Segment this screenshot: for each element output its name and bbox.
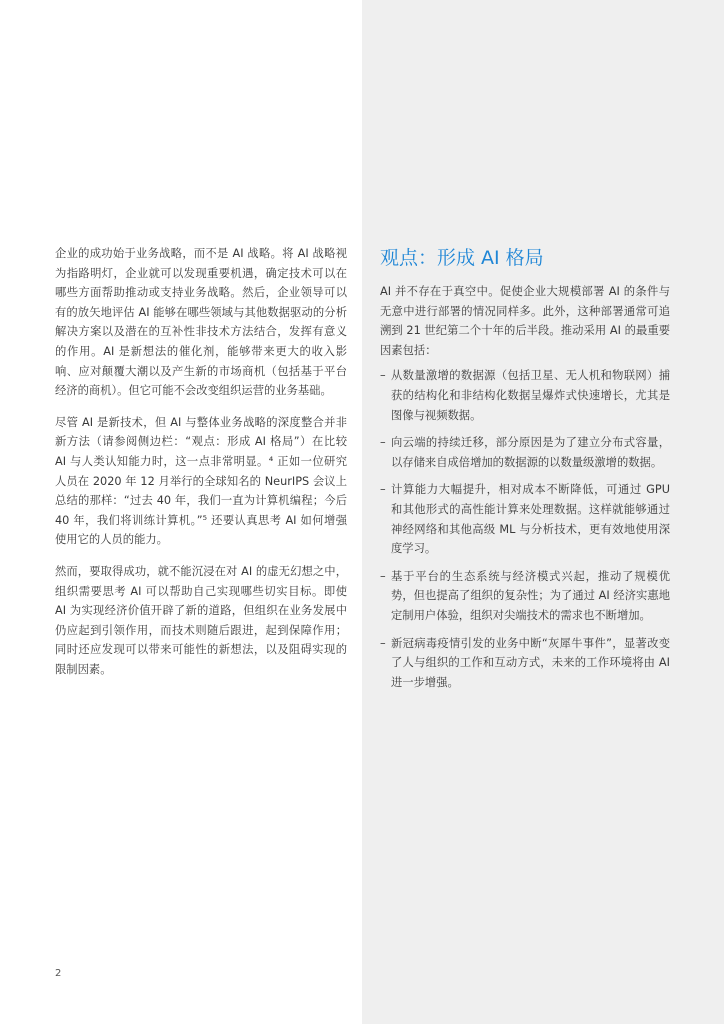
dash-icon: – bbox=[380, 483, 386, 497]
bullet-text: 基于平台的生态系统与经济模式兴起，推动了规模优势，但也提高了组织的复杂性；为了通过 AI 经济实惠地定制用户体验，组织对尖端技术的需求也不断增加。 bbox=[391, 569, 670, 622]
bullet-item bbox=[380, 433, 670, 472]
body-paragraph-2: 尽管 AI 是新技术，但 AI 与整体业务战略的深度整合并非新方法（请参阅侧边栏：“观点：形成 AI 格局”）在比较 AI 与人类认知能力时，这一点非常明显。⁴ 正如一位研究人员在 2020 年 12 月举行的全球知名的 NeurIPS 会议上总结的那样：“过去 40 年，我们一直为计算机编程；今后 40 年，我们将训练计算机。”⁵ 还要认真思考 AI 如何增强使用它的人员的能力。 bbox=[55, 415, 347, 547]
main-column bbox=[55, 244, 347, 691]
sidebar-intro: AI 并不存在于真空中。促使企业大规模部署 AI 的条件与无意中进行部署的情况同样多。此外，这种部署通常可追溯到 21 世纪第二个十年的后半段。推动采用 AI 的最重要因素包括： bbox=[380, 285, 670, 357]
body-paragraph-3: 然而，要取得成功，就不能沉浸在对 AI 的虚无幻想之中，组织需要思考 AI 可以帮助自己实现哪些切实目标。即使 AI 为实现经济价值开辟了新的道路，但组织在业务发展中仍应起到引领作用，而技术则随后跟进，起到保障作用；同时还应发现可以带来可能性的新想法，以及阻碍实现的限制因素。 bbox=[55, 564, 347, 676]
bullet-text: 新冠病毒疫情引发的业务中断“灰犀牛事件”，显著改变了人与组织的工作和互动方式，未来的工作环境将由 AI 进一步增强。 bbox=[391, 636, 670, 689]
body-paragraph-1: 企业的成功始于业务战略，而不是 AI 战略。将 AI 战略视为指路明灯，企业就可以发现重要机遇，确定技术可以在哪些方面帮助推动或支持业务战略。然后，企业领导可以有的放矢地评估 AI 能够在哪些领域与其他数据驱动的分析解决方案以及潜在的互补性非技术方法结合，发挥有意义的作用。AI 是新想法的催化剂，能够带来更大的收入影响、应对颠覆大潮以及产生新的市场商机（包括基于平台经济的商机）。但它可能不会改变组织运营的业务基础。 bbox=[55, 247, 347, 398]
bullet-item bbox=[380, 567, 670, 626]
bullet-item bbox=[380, 480, 670, 558]
page-number: 2 bbox=[55, 968, 62, 979]
dash-icon: – bbox=[380, 569, 386, 583]
bullet-item bbox=[380, 366, 670, 425]
bullet-text: 向云端的持续迁移，部分原因是为了建立分布式容量，以存储来自成倍增加的数据源的以数量级激增的数据。 bbox=[391, 436, 670, 469]
sidebar-bullet-list bbox=[380, 366, 670, 692]
dash-icon: – bbox=[380, 636, 386, 650]
bullet-item bbox=[380, 634, 670, 693]
dash-icon: – bbox=[380, 436, 386, 450]
dash-icon: – bbox=[380, 369, 386, 383]
sidebar-title: 观点：形成 AI 格局 bbox=[380, 247, 544, 269]
bullet-text: 从数量激增的数据源（包括卫星、无人机和物联网）捕获的结构化和非结构化数据呈爆炸式快速增长，尤其是图像与视频数据。 bbox=[391, 369, 670, 422]
sidebar-content bbox=[380, 244, 670, 700]
bullet-text: 计算能力大幅提升，相对成本不断降低，可通过 GPU 和其他形式的高性能计算来处理数据。这样就能够通过神经网络和其他高级 ML 与分析技术，更有效地使用深度学习。 bbox=[391, 483, 670, 556]
